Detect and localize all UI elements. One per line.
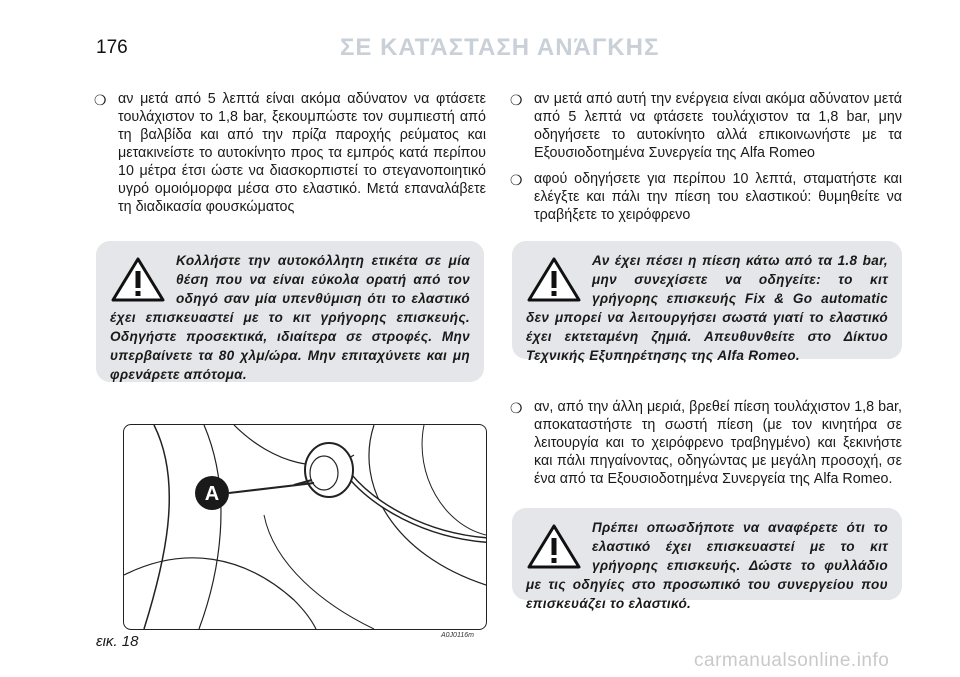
section-title: ΣΕ ΚΑΤΆΣΤΑΣΗ ΑΝΆΓΚΗΣ: [340, 34, 660, 61]
tire-valve-drawing: [124, 425, 486, 629]
figure-code: A0J0116m: [441, 632, 474, 639]
bullet-text: αν, από την άλλη μεριά, βρεθεί πίεση τουλάχιστον 1,8 bar, αποκαταστήστε τη σωστή πίεση (με τον κινητήρα σε λειτουργία και το χειρόφρενο τραβηγμένο) και ξεκινήστε και πάλι πηγαίνοντας, οδηγώντας με μεγάλη προσοχή, σε ένα από τα Εξουσιοδοτημένα Συνεργεία της Alfa Romeo.: [534, 399, 902, 487]
bullet-mark: ❍: [94, 92, 107, 108]
bullet-text: αν μετά από 5 λεπτά είναι ακόμα αδύνατον να φτάσετε τουλάχιστον το 1,8 bar, ξεκουμπώστε τον συμπιεστή από τη βαλβίδα και από την πρίζα παροχής ρεύματος και μετακινείστε το αυτοκίνητο προς τα εμπρός κατά περίπου 10 μέτρα έτσι ώστε να διασκορπιστεί το στεγανοποιητικό υγρό ομοιόμορφα μέσα στο ελαστικό. Μετά επαναλάβετε τη διαδικασία φουσκώματος: [118, 91, 486, 215]
bullet-mark: ❍: [510, 92, 523, 108]
bullet-paragraph: [510, 170, 902, 224]
warning-text: Πρέπει οπωσδήποτε να αναφέρετε ότι το ελαστικό έχει επισκευαστεί με το κιτ γρήγορης επισκευής. Δώστε το φυλλάδιο με τις οδηγίες στο προσωπικό του συνεργείου που επισκευάζει το ελαστικό.: [526, 520, 888, 611]
watermark: carmanualsonline.info: [694, 650, 890, 671]
bullet-text: αφού οδηγήσετε για περίπου 10 λεπτά, σταματήστε και ελέγξτε και πάλι την πίεση του ελαστικού: θυμηθείτε να τραβήξετε το χειρόφρενο: [534, 171, 902, 223]
warning-triangle-icon: [526, 522, 582, 570]
warning-note: [512, 508, 902, 611]
left-column: [94, 90, 486, 224]
figure-caption: εικ. 18: [96, 633, 139, 650]
bullet-text: αν μετά από αυτή την ενέργεια είναι ακόμα αδύνατον μετά από 5 λεπτά να φτάσετε τουλάχιστον τα 1,8 bar, μην οδηγήσετε το αυτοκίνητο αλλά επικοινωνήστε με τα Εξουσιοδοτημένα Συνεργεία της Alfa Romeo: [534, 91, 902, 161]
bullet-paragraph: [94, 90, 486, 216]
warning-triangle-icon: [526, 255, 582, 303]
page-number: 176: [96, 37, 128, 58]
bullet-paragraph: [510, 90, 902, 162]
callout-label-a: A: [204, 483, 220, 505]
bullet-mark: ❍: [510, 400, 523, 416]
right-column: [510, 90, 902, 232]
warning-text: Αν έχει πέσει η πίεση κάτω από τα 1.8 bar, μην συνεχίσετε να οδηγείτε: το κιτ γρήγορης επισκευής Fix & Go automatic δεν μπορεί να λειτουργήσει σωστά γιατί το ελαστικό έχει εκτεταμένη ζημιά. Απευθυνθείτε στο Δίκτυο Τεχνικής Εξυπηρέτησης της Alfa Romeo.: [526, 253, 888, 363]
warning-triangle-icon: [110, 255, 166, 303]
figure-illustration: [123, 424, 487, 630]
warning-note: [512, 241, 902, 363]
warning-note: [96, 241, 484, 382]
bullet-mark: ❍: [510, 172, 523, 188]
warning-text: Κολλήστε την αυτοκόλλητη ετικέτα σε μία θέση που να είναι εύκολα ορατή από τον οδηγό σαν μία υπενθύμιση ότι το ελαστικό έχει επισκευαστεί με το κιτ γρήγορης επισκευής. Οδηγήστε προσεκτικά, ιδιαίτερα σε στροφές. Μην υπερβαίνετε τα 80 χλμ/ώρα. Μην επιταχύνετε και μη φρενάρετε απότομα.: [110, 253, 470, 382]
bullet-paragraph: [510, 398, 902, 488]
lower-bullet-block: [510, 398, 902, 496]
